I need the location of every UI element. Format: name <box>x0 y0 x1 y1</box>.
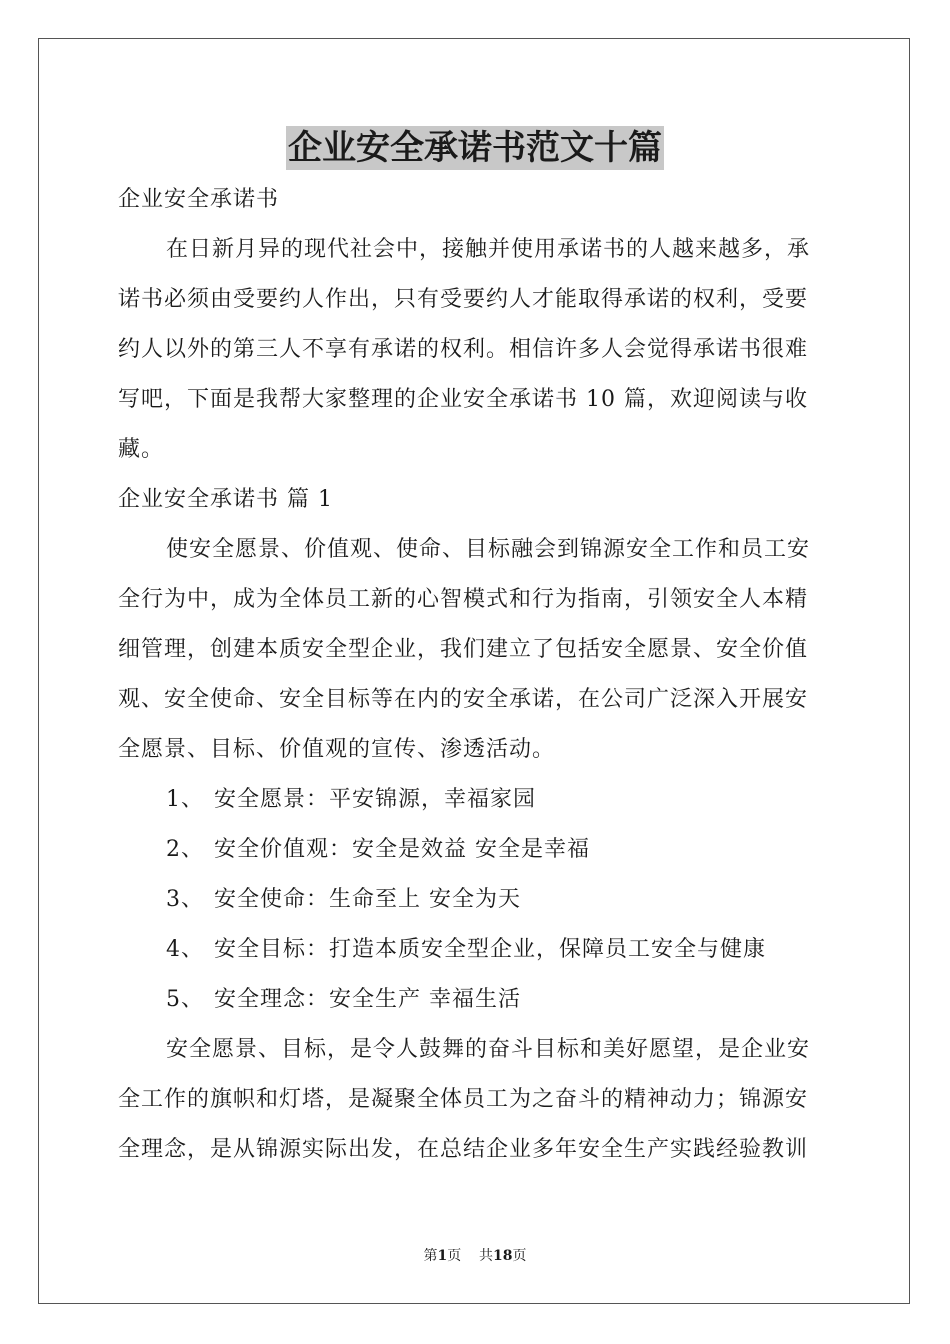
intro-line: 在日新月异的现代社会中，接触并使用承诺书的人越来越多，承 <box>166 237 811 262</box>
document-title: 企业安全承诺书范文十篇 <box>288 128 662 168</box>
list-item-text: 安全目标：打造本质安全型企业，保障员工安全与健康 <box>214 937 767 962</box>
intro-line: 藏。 <box>118 437 165 462</box>
list-item-number: 4、 <box>166 937 204 962</box>
list-item <box>166 825 880 875</box>
intro-line: 诺书必须由受要约人作出，只有受要约人才能取得承诺的权利，受要 <box>118 287 809 312</box>
list-item-number: 3、 <box>166 887 204 912</box>
title-container <box>0 126 950 170</box>
list-item-number: 5、 <box>166 987 204 1012</box>
footer-page-prefix: 第 <box>423 1248 438 1264</box>
paragraph-line: 全愿景、目标、价值观的宣传、渗透活动。 <box>118 737 556 762</box>
section-heading: 企业安全承诺书 篇 1 <box>118 487 333 512</box>
footer-total-suffix: 页 <box>512 1248 527 1264</box>
paragraph-line: 全理念，是从锦源实际出发，在总结企业多年安全生产实践经验教训 <box>118 1137 809 1162</box>
footer-page-current: 1 <box>437 1248 448 1264</box>
intro-line: 约人以外的第三人不享有承诺的权利。相信许多人会觉得承诺书很难 <box>118 337 809 362</box>
intro-heading: 企业安全承诺书 <box>118 187 280 212</box>
intro-line: 写吧，下面是我帮大家整理的企业安全承诺书 10 篇，欢迎阅读与收 <box>118 387 808 412</box>
paragraph-line: 使安全愿景、价值观、使命、目标融会到锦源安全工作和员工安 <box>166 537 811 562</box>
list-item-text: 安全愿景：平安锦源，幸福家园 <box>214 787 537 812</box>
list-item-text: 安全价值观：安全是效益 安全是幸福 <box>214 837 590 862</box>
list-item <box>166 775 880 825</box>
paragraph-line: 安全愿景、目标，是令人鼓舞的奋斗目标和美好愿望，是企业安 <box>166 1037 811 1062</box>
list-item <box>166 925 880 975</box>
paragraph-line: 全行为中，成为全体员工新的心智模式和行为指南，引领安全人本精 <box>118 587 809 612</box>
list-item-text: 安全理念：安全生产 幸福生活 <box>214 987 521 1012</box>
footer-page-total: 18 <box>493 1248 513 1264</box>
list-item <box>166 975 880 1025</box>
list-item <box>166 875 880 925</box>
footer-page-suffix: 页 <box>447 1248 462 1264</box>
paragraph-line: 全工作的旗帜和灯塔，是凝聚全体员工为之奋斗的精神动力；锦源安 <box>118 1087 809 1112</box>
footer-total-prefix: 共 <box>479 1248 494 1264</box>
list-item-text: 安全使命：生命至上 安全为天 <box>214 887 521 912</box>
list-item-number: 1、 <box>166 787 204 812</box>
paragraph-line: 细管理，创建本质安全型企业，我们建立了包括安全愿景、安全价值 <box>118 637 809 662</box>
list-item-number: 2、 <box>166 837 204 862</box>
paragraph-line: 观、安全使命、安全目标等在内的安全承诺，在公司广泛深入开展安 <box>118 687 809 712</box>
page-footer <box>0 1246 950 1266</box>
